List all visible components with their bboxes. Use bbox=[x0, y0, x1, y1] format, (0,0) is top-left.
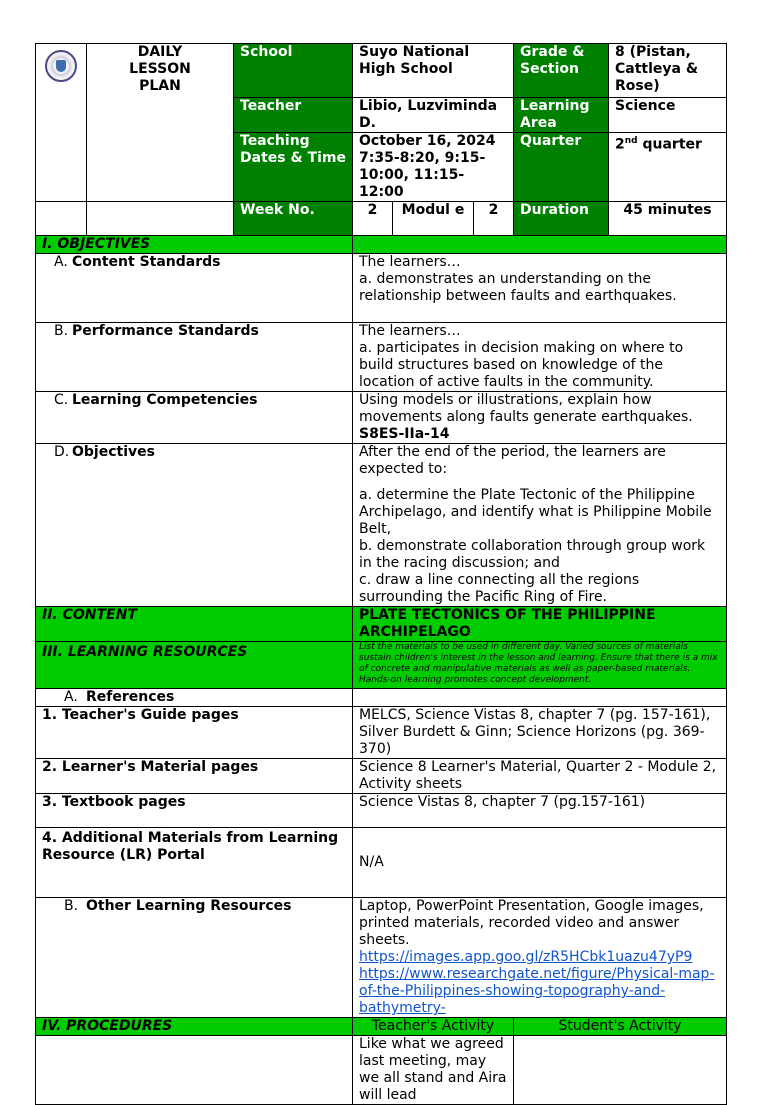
week-label: Week No. bbox=[234, 202, 353, 236]
procedures-heading: IV. PROCEDURES bbox=[36, 1018, 353, 1036]
grade-label: Grade & Section bbox=[514, 44, 609, 98]
objectives-heading: I. OBJECTIVES bbox=[36, 236, 353, 254]
lr-portal-value: N/A bbox=[353, 828, 727, 898]
references-value bbox=[353, 689, 727, 707]
module-label: Modul e bbox=[393, 202, 474, 236]
content-standards-value: The learners… a. demonstrates an understanding on the relationship between faults and earthquakes. bbox=[353, 254, 727, 323]
resource-link-google-images[interactable]: https://images.app.goo.gl/zR5HCbk1uazu47yP9 bbox=[359, 949, 693, 965]
content-standards-label: A. Content Standards bbox=[36, 254, 353, 323]
objectives-heading-fill bbox=[353, 236, 727, 254]
textbook-label: 3. Textbook pages bbox=[36, 794, 353, 828]
references-label: A. References bbox=[36, 689, 353, 707]
learners-material-label: 2. Learner's Material pages bbox=[36, 759, 353, 794]
performance-standards-value: The learners… a. participates in decision making on where to build structures based on knowledge of the location of active faults in the community. bbox=[353, 323, 727, 392]
school-label: School bbox=[234, 44, 353, 98]
teacher-activity-cell: Like what we agreed last meeting, may we all stand and Aira will lead bbox=[353, 1036, 514, 1105]
area-label: Learning Area bbox=[514, 98, 609, 133]
deped-seal-cell bbox=[36, 44, 87, 202]
competency-code: S8ES-IIa-14 bbox=[359, 426, 450, 442]
lesson-plan-table bbox=[35, 43, 727, 1105]
learning-competencies-value: Using models or illustrations, explain how movements along faults generate earthquakes. S8ES-IIa-14 bbox=[353, 392, 727, 444]
deped-seal-icon bbox=[45, 50, 77, 82]
performance-standards-label: B. Performance Standards bbox=[36, 323, 353, 392]
page-title: DAILY LESSON PLAN bbox=[129, 44, 191, 94]
teacher-value: Libio, Luzviminda D. bbox=[353, 98, 514, 133]
resources-heading: III. LEARNING RESOURCES bbox=[36, 642, 353, 689]
learning-competencies-label: C. Learning Competencies bbox=[36, 392, 353, 444]
area-value: Science bbox=[609, 98, 727, 133]
dates-label: Teaching Dates & Time bbox=[234, 133, 353, 202]
week-value: 2 bbox=[353, 202, 393, 236]
module-value: 2 bbox=[474, 202, 514, 236]
school-value: Suyo National High School bbox=[353, 44, 514, 98]
student-activity-header: Student's Activity bbox=[514, 1018, 727, 1036]
objectives-value: After the end of the period, the learners are expected to: a. determine the Plate Tectonic of the Philippine Archipelago, and identify what is Philippine Mobile Belt, b. demonstrate collaboration through group work in the racing discussion; and c. draw a line connecting all the regions surrounding the Pacific Ring of Fire. bbox=[353, 444, 727, 607]
duration-label: Duration bbox=[514, 202, 609, 236]
procedure-label-cell bbox=[36, 1036, 353, 1105]
teacher-label: Teacher bbox=[234, 98, 353, 133]
dates-value: October 16, 2024 7:35-8:20, 9:15-10:00, 11:15-12:00 bbox=[353, 133, 514, 202]
quarter-value: 2nd quarter bbox=[609, 133, 727, 202]
content-heading: II. CONTENT bbox=[36, 607, 353, 642]
blank-cell bbox=[87, 202, 234, 236]
title-cell bbox=[87, 44, 234, 202]
textbook-value: Science Vistas 8, chapter 7 (pg.157-161) bbox=[353, 794, 727, 828]
teacher-activity-header: Teacher's Activity bbox=[353, 1018, 514, 1036]
resources-note: List the materials to be used in different day. Varied sources of materials sustain children's interest in the lesson and learning. Ensure that there is a mix of concrete and manipulative materials as well as paper-based materials. Hands-on learning promotes concept development. bbox=[353, 642, 727, 689]
lesson-plan-document bbox=[35, 43, 727, 1105]
blank-cell bbox=[36, 202, 87, 236]
other-resources-label: B. Other Learning Resources bbox=[36, 898, 353, 1018]
objectives-label: D. Objectives bbox=[36, 444, 353, 607]
duration-value: 45 minutes bbox=[609, 202, 727, 236]
teachers-guide-label: 1. Teacher's Guide pages bbox=[36, 707, 353, 759]
content-value: PLATE TECTONICS OF THE PHILIPPINE ARCHIPELAGO bbox=[353, 607, 727, 642]
other-resources-value: Laptop, PowerPoint Presentation, Google images, printed materials, recorded video and answer sheets. https://images.app.goo.gl/zR5HCbk1uazu47yP9 https://www.researchgate.net/figure/Physical-map-of-the-Philippines-showing-topography-and-bathymetry- bbox=[353, 898, 727, 1018]
teachers-guide-value: MELCS, Science Vistas 8, chapter 7 (pg. 157-161), Silver Burdett & Ginn; Science Horizons (pg. 369-370) bbox=[353, 707, 727, 759]
student-activity-cell bbox=[514, 1036, 727, 1105]
grade-value: 8 (Pistan, Cattleya & Rose) bbox=[609, 44, 727, 98]
quarter-label: Quarter bbox=[514, 133, 609, 202]
lr-portal-label: 4. Additional Materials from Learning Resource (LR) Portal bbox=[36, 828, 353, 898]
learners-material-value: Science 8 Learner's Material, Quarter 2 - Module 2, Activity sheets bbox=[353, 759, 727, 794]
resource-link-researchgate[interactable]: https://www.researchgate.net/figure/Physical-map-of-the-Philippines-showing-topography-and-bathymetry- bbox=[359, 966, 715, 1016]
